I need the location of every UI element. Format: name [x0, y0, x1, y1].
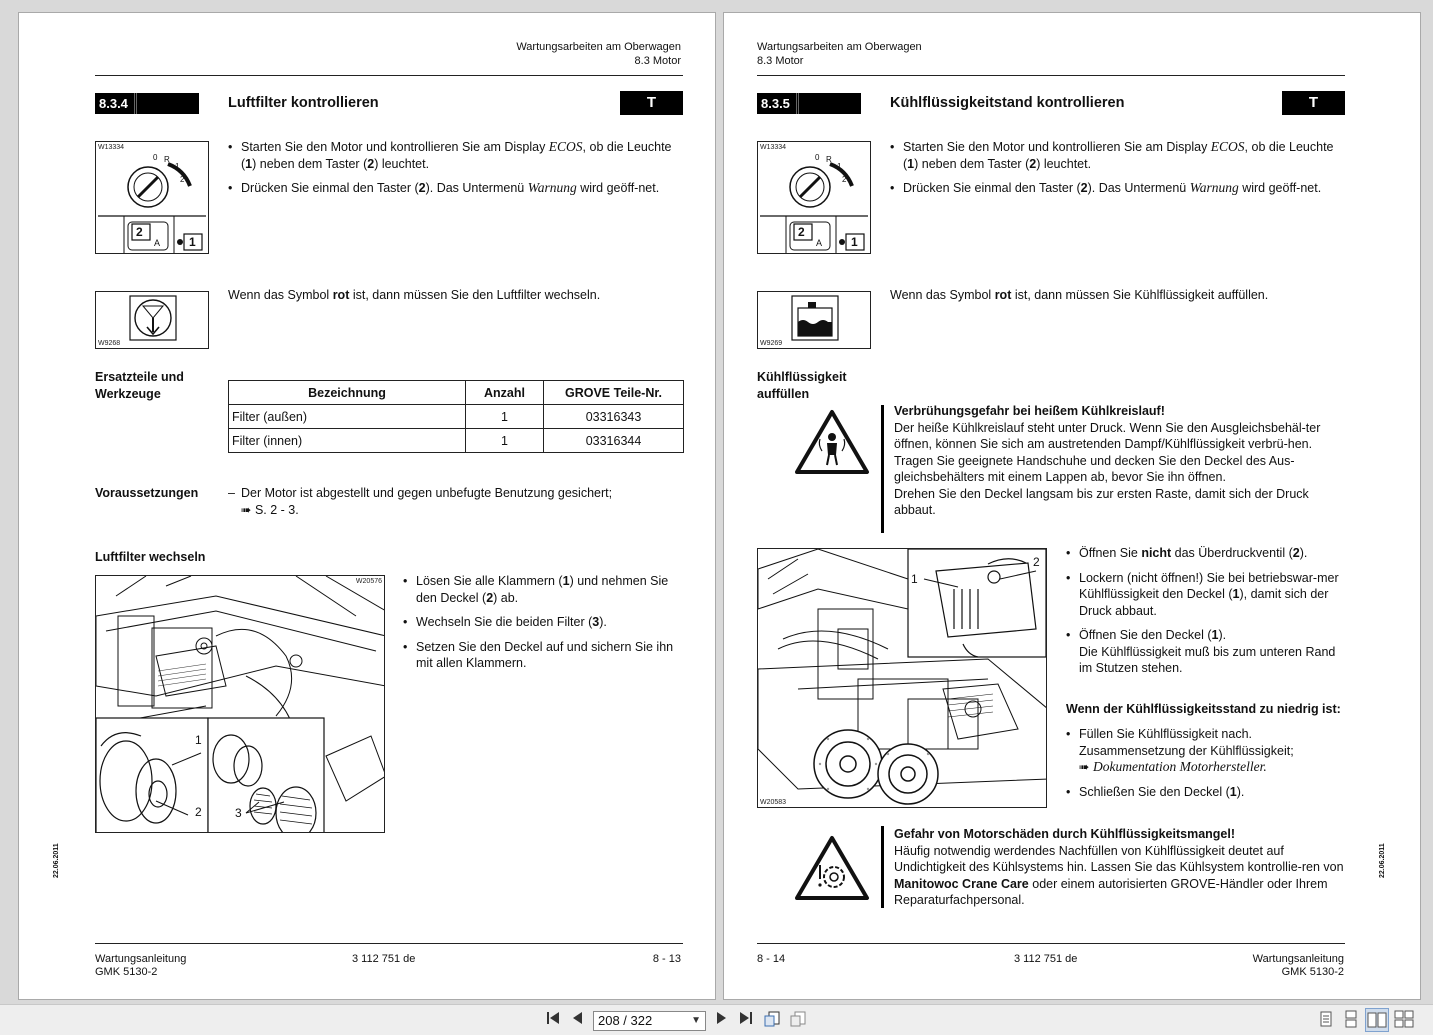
header-rule: [757, 75, 1345, 76]
change-heading: Luftfilter wechseln: [95, 550, 206, 564]
list-item: • Wechseln Sie die beiden Filter (3).: [403, 614, 685, 631]
list-item: • Öffnen Sie nicht das Überdruckventil (2).: [1066, 545, 1351, 562]
hot-surface-warning-icon: [794, 409, 870, 475]
first-page-icon: [545, 1010, 561, 1026]
continuous-view-button[interactable]: [1341, 1010, 1361, 1034]
document-page-left: [18, 12, 716, 1000]
list-item: • Lösen Sie alle Klammern (1) und nehmen Sie den Deckel (2) ab.: [403, 573, 685, 606]
list-item: • Starten Sie den Motor und kontrollieren Sie am Display ECOS, ob die Leuchte (1) neben dem Taster (2) leuchtet.: [228, 139, 680, 172]
next-page-button[interactable]: [712, 1010, 730, 1032]
list-item: • Füllen Sie Kühlflüssigkeit nach. Zusammensetzung der Kühlflüssigkeit; ➠ Dokumentation Motorhersteller.: [1066, 726, 1351, 776]
footer-page-number: 8 - 13: [652, 953, 681, 965]
footer-rule: [757, 943, 1345, 944]
ignition-figure: W13334 0 R 1 2 2 A 1: [757, 141, 871, 254]
symbol-note: Wenn das Symbol rot ist, dann müssen Sie den Luftfilter wechseln.: [228, 288, 601, 302]
change-steps-list: [403, 573, 685, 680]
warning-title: Gefahr von Motorschäden durch Kühlflüssigkeitsmangel!: [894, 827, 1236, 841]
table-row: Filter (außen) 1 03316343: [229, 405, 684, 429]
warning-title: Verbrühungsgefahr bei heißem Kühlkreislauf!: [894, 404, 1165, 418]
arrow-reference-icon: ➠: [1079, 760, 1090, 774]
air-filter-illustration: W20576 1 2 3: [95, 575, 385, 833]
list-item: • Schließen Sie den Deckel (1).: [1066, 784, 1351, 801]
first-page-button[interactable]: [543, 1010, 563, 1032]
continuous-icon: [1343, 1010, 1359, 1028]
engine-damage-warning-icon: [794, 835, 870, 901]
rotate-icon: [763, 1010, 781, 1028]
list-item: • Öffnen Sie den Deckel (1). Die Kühlflüssigkeit muß bis zum unteren Rand im Stutzen stehen.: [1066, 627, 1351, 677]
footer-left: Wartungsanleitung GMK 5130-2: [95, 953, 187, 978]
list-item: • Starten Sie den Motor und kontrollieren Sie am Display ECOS, ob die Leuchte (1) neben dem Taster (2) leuchtet.: [890, 139, 1342, 172]
two-page-continuous-icon: [1394, 1010, 1414, 1028]
figure-code: W13334: [98, 144, 125, 151]
section-number: 8.3.4: [95, 93, 199, 114]
engine-bay-drawing: [96, 576, 385, 833]
two-page-continuous-button[interactable]: [1394, 1010, 1414, 1034]
single-page-view-button[interactable]: [1316, 1010, 1336, 1034]
low-level-heading: Wenn der Kühlflüssigkeitsstand zu niedrig ist:: [1066, 702, 1341, 716]
parts-table: [228, 380, 684, 453]
page-header: [757, 40, 922, 68]
page-number-input[interactable]: 208 / 322 ▼: [593, 1011, 706, 1031]
next-page-icon: [713, 1010, 729, 1026]
prerequisite-text: Der Motor ist abgestellt und gegen unbefugte Benutzung gesichert; ➠ S. 2 - 3.: [241, 486, 613, 517]
scald-warning: Verbrühungsgefahr bei heißem Kühlkreislauf! Der heiße Kühlkreislauf steht unter Druck. Wenn Sie den Ausgleichsbehäl-ter öffnen, können Sie sich am austretenden Dampf/Kühlflüssigkeit verbrü-hen. Tragen Sie geeignete Handschuhe und decken Sie den Deckel des Aus-gleichsbehälters mit einem Lappen ab, bevor Sie ihn öffnen. Drehen Sie den Deckel langsam bis zur ersten Raste, damit sich der Druck abbaut.: [894, 404, 1321, 517]
list-item: • Drücken Sie einmal den Taster (2). Das Untermenü Warnung wird geöff-net.: [890, 180, 1342, 197]
two-page-icon: [1367, 1011, 1387, 1029]
fit-icon: [789, 1010, 807, 1028]
viewer-toolbar: [0, 1004, 1433, 1035]
parts-heading: Ersatzteile und Werkzeuge: [95, 370, 184, 401]
page-reference-link[interactable]: S. 2 - 3.: [254, 502, 299, 517]
crane-engine-drawing: [758, 549, 1047, 808]
header-chapter: Wartungsarbeiten am Oberwagen: [516, 41, 681, 53]
side-date: 22.06.2011: [1379, 843, 1386, 878]
footer-doc-number: 3 112 751 de: [352, 953, 416, 965]
instruction-list: [890, 139, 1342, 205]
figure-code: W20583: [760, 799, 787, 806]
table-row: Filter (innen) 1 03316344: [229, 429, 684, 453]
coolant-steps-list: [1066, 545, 1351, 685]
section-number: 8.3.5: [757, 93, 861, 114]
warning-bar: [881, 405, 884, 533]
header-section: 8.3 Motor: [757, 55, 804, 67]
instruction-list: [228, 139, 680, 205]
chevron-down-icon[interactable]: ▼: [691, 1015, 701, 1026]
section-title: Kühlflüssigkeitstand kontrollieren: [890, 95, 1125, 111]
symbol-note: Wenn das Symbol rot ist, dann müssen Sie Kühlflüssigkeit auffüllen.: [890, 288, 1269, 302]
single-page-icon: [1318, 1010, 1334, 1028]
figure-code: W20576: [355, 578, 382, 585]
page-header: [516, 40, 681, 68]
header-rule: [95, 75, 683, 76]
last-page-button[interactable]: [736, 1010, 756, 1032]
prerequisites-heading: Voraussetzungen: [95, 486, 199, 500]
list-item: • Lockern (nicht öffnen!) Sie bei betriebswar-mer Kühlflüssigkeit den Deckel (1), damit sich der Druck abbaut.: [1066, 570, 1351, 620]
footer-rule: [95, 943, 683, 944]
engine-damage-warning: Gefahr von Motorschäden durch Kühlflüssigkeitsmangel! Häufig notwendig werdendes Nachfüllen von Kühlflüssigkeit deutet auf Undichtigkeit des Kühlsystems hin. Lassen Sie das Kühlsystem kontrollie-ren von Manitowoc Crane Care oder einem autorisierten GROVE-Händler oder Ihrem Reparaturfachpersonal.: [894, 827, 1344, 907]
coolant-tank-illustration: 1 2 W20583: [757, 548, 1047, 808]
footer-right: Wartungsanleitung GMK 5130-2: [1252, 953, 1344, 978]
table-header-row: Bezeichnung Anzahl GROVE Teile-Nr.: [229, 381, 684, 405]
section-title: Luftfilter kontrollieren: [228, 95, 379, 111]
prerequisite-dash: –: [228, 486, 235, 500]
figure-code: W9268: [98, 340, 121, 347]
coolant-symbol-figure: [757, 291, 871, 349]
header-section: 8.3 Motor: [634, 55, 681, 67]
air-filter-symbol-figure: [95, 291, 209, 349]
arrow-reference-icon: ➠: [241, 502, 252, 517]
figure-code: W13334: [760, 144, 787, 151]
manufacturer-doc-reference[interactable]: Dokumentation Motorhersteller.: [1092, 759, 1267, 774]
header-chapter: Wartungsarbeiten am Oberwagen: [757, 41, 922, 53]
section-badge: T: [620, 91, 683, 115]
section-badge: T: [1282, 91, 1345, 115]
last-page-icon: [738, 1010, 754, 1026]
figure-code: W9269: [760, 340, 783, 347]
fill-heading: Kühlflüssigkeit auffüllen: [757, 370, 847, 401]
two-page-view-button[interactable]: [1365, 1008, 1389, 1032]
list-item: • Drücken Sie einmal den Taster (2). Das Untermenü Warnung wird geöff-net.: [228, 180, 680, 197]
ignition-figure: W13334 0 R 1 2 2 A 1: [95, 141, 209, 254]
side-date: 22.06.2011: [53, 843, 60, 878]
refill-steps-list: [1066, 726, 1351, 808]
fit-button[interactable]: [788, 1010, 808, 1034]
previous-page-button[interactable]: [569, 1010, 587, 1032]
footer-doc-number: 3 112 751 de: [1014, 953, 1078, 965]
warning-bar: [881, 826, 884, 908]
footer-page-number: 8 - 14: [757, 953, 786, 965]
list-item: • Setzen Sie den Deckel auf und sichern Sie ihn mit allen Klammern.: [403, 639, 685, 672]
previous-page-icon: [570, 1010, 586, 1026]
document-page-right: [723, 12, 1421, 1000]
rotate-button[interactable]: [762, 1010, 782, 1034]
